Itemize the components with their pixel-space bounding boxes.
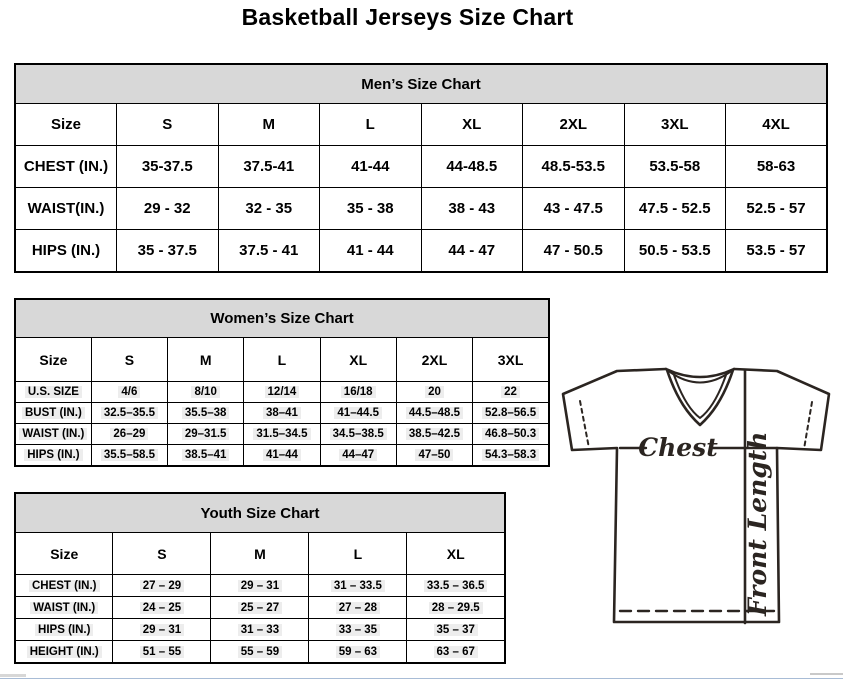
measurement-row [15, 575, 505, 597]
youth-size-chart-table [14, 492, 506, 664]
table-title: Youth Size Chart [15, 493, 505, 533]
measurement-value: 26–29 [91, 424, 167, 445]
measurement-value: 47.5 - 52.5 [624, 188, 726, 230]
measurement-value: 35 - 37.5 [117, 230, 219, 273]
size-column-header: XL [320, 338, 396, 382]
measurement-value: 32 - 35 [218, 188, 320, 230]
measurement-value: 41–44.5 [320, 403, 396, 424]
measurement-row [15, 424, 549, 445]
mens-size-chart-table [14, 63, 828, 273]
size-header-row [15, 533, 505, 575]
measurement-value: 41 - 44 [320, 230, 422, 273]
measurement-row [15, 641, 505, 664]
measurement-label: U.S. SIZE [15, 382, 91, 403]
measurement-value: 38–41 [244, 403, 320, 424]
size-corner-label: Size [15, 104, 117, 146]
measurement-label: WAIST (IN.) [15, 597, 113, 619]
size-column-header: 3XL [624, 104, 726, 146]
size-column-header: M [168, 338, 244, 382]
measurement-label: BUST (IN.) [15, 403, 91, 424]
measurement-value: 52.8–56.5 [473, 403, 549, 424]
measurement-value: 44-48.5 [421, 146, 523, 188]
page-title: Basketball Jerseys Size Chart [241, 4, 574, 30]
measurement-value: 50.5 - 53.5 [624, 230, 726, 273]
measurement-value: 32.5–35.5 [91, 403, 167, 424]
measurement-value: 63 – 67 [407, 641, 505, 664]
measurement-value: 20 [396, 382, 472, 403]
measurement-label: CHEST (IN.) [15, 146, 117, 188]
size-column-header: S [91, 338, 167, 382]
measurement-value: 52.5 - 57 [726, 188, 828, 230]
measurement-value: 55 – 59 [211, 641, 309, 664]
measurement-value: 44 - 47 [421, 230, 523, 273]
jersey-measurement-diagram [550, 355, 842, 650]
measurement-value: 29–31.5 [168, 424, 244, 445]
measurement-value: 35 – 37 [407, 619, 505, 641]
right-cuff-stitch [804, 402, 812, 449]
measurement-label: HIPS (IN.) [15, 230, 117, 273]
front-length-label: Front Length [743, 431, 772, 616]
measurement-value: 35.5–38 [168, 403, 244, 424]
size-corner-label: Size [15, 533, 113, 575]
measurement-row [15, 188, 827, 230]
size-column-header: 3XL [473, 338, 549, 382]
measurement-value: 22 [473, 382, 549, 403]
scrollbar-fragment-left[interactable] [0, 674, 26, 677]
table-title-row [15, 299, 549, 338]
measurement-value: 4/6 [91, 382, 167, 403]
measurement-value: 47–50 [396, 445, 472, 467]
measurement-value: 28 – 29.5 [407, 597, 505, 619]
measurement-value: 37.5-41 [218, 146, 320, 188]
measurement-value: 38 - 43 [421, 188, 523, 230]
measurement-value: 48.5-53.5 [523, 146, 625, 188]
measurement-value: 58-63 [726, 146, 828, 188]
measurement-value: 29 – 31 [211, 575, 309, 597]
size-column-header: XL [421, 104, 523, 146]
measurement-label: CHEST (IN.) [15, 575, 113, 597]
measurement-value: 38.5–42.5 [396, 424, 472, 445]
measurement-value: 31.5–34.5 [244, 424, 320, 445]
measurement-value: 35-37.5 [117, 146, 219, 188]
measurement-value: 34.5–38.5 [320, 424, 396, 445]
measurement-row [15, 382, 549, 403]
size-column-header: 4XL [726, 104, 828, 146]
size-column-header: L [244, 338, 320, 382]
measurement-value: 47 - 50.5 [523, 230, 625, 273]
measurement-value: 27 – 28 [309, 597, 407, 619]
measurement-value: 38.5–41 [168, 445, 244, 467]
table-title: Men’s Size Chart [15, 64, 827, 104]
measurement-label: HEIGHT (IN.) [15, 641, 113, 664]
measurement-value: 8/10 [168, 382, 244, 403]
size-header-row [15, 104, 827, 146]
measurement-row [15, 597, 505, 619]
measurement-value: 59 – 63 [309, 641, 407, 664]
measurement-value: 16/18 [320, 382, 396, 403]
size-header-row [15, 338, 549, 382]
table-title-row [15, 493, 505, 533]
measurement-label: WAIST (IN.) [15, 424, 91, 445]
measurement-value: 12/14 [244, 382, 320, 403]
size-corner-label: Size [15, 338, 91, 382]
measurement-value: 44–47 [320, 445, 396, 467]
left-cuff-stitch [580, 401, 589, 448]
size-column-header: 2XL [523, 104, 625, 146]
measurement-value: 46.8–50.3 [473, 424, 549, 445]
measurement-value: 35 - 38 [320, 188, 422, 230]
measurement-label: WAIST(IN.) [15, 188, 117, 230]
measurement-value: 43 - 47.5 [523, 188, 625, 230]
size-column-header: S [117, 104, 219, 146]
measurement-row [15, 230, 827, 273]
measurement-value: 33 – 35 [309, 619, 407, 641]
measurement-row [15, 619, 505, 641]
measurement-value: 41–44 [244, 445, 320, 467]
chest-label: Chest [638, 433, 718, 462]
size-column-header: 2XL [396, 338, 472, 382]
table-title: Women’s Size Chart [15, 299, 549, 338]
measurement-value: 35.5–58.5 [91, 445, 167, 467]
size-column-header: M [211, 533, 309, 575]
measurement-row [15, 146, 827, 188]
measurement-value: 53.5 - 57 [726, 230, 828, 273]
measurement-value: 54.3–58.3 [473, 445, 549, 467]
measurement-value: 24 – 25 [113, 597, 211, 619]
measurement-value: 37.5 - 41 [218, 230, 320, 273]
measurement-row [15, 445, 549, 467]
size-column-header: L [320, 104, 422, 146]
measurement-value: 31 – 33.5 [309, 575, 407, 597]
measurement-value: 25 – 27 [211, 597, 309, 619]
measurement-value: 41-44 [320, 146, 422, 188]
table-title-row [15, 64, 827, 104]
measurement-value: 31 – 33 [211, 619, 309, 641]
measurement-row [15, 403, 549, 424]
womens-size-chart-table [14, 298, 550, 467]
measurement-label: HIPS (IN.) [15, 619, 113, 641]
scrollbar-fragment-right[interactable] [810, 673, 843, 675]
measurement-value: 29 - 32 [117, 188, 219, 230]
measurement-value: 27 – 29 [113, 575, 211, 597]
measurement-value: 44.5–48.5 [396, 403, 472, 424]
size-column-header: XL [407, 533, 505, 575]
measurement-label: HIPS (IN.) [15, 445, 91, 467]
jersey-outline [563, 369, 829, 622]
size-column-header: S [113, 533, 211, 575]
measurement-value: 33.5 – 36.5 [407, 575, 505, 597]
measurement-value: 51 – 55 [113, 641, 211, 664]
measurement-value: 53.5-58 [624, 146, 726, 188]
size-column-header: L [309, 533, 407, 575]
size-column-header: M [218, 104, 320, 146]
measurement-value: 29 – 31 [113, 619, 211, 641]
